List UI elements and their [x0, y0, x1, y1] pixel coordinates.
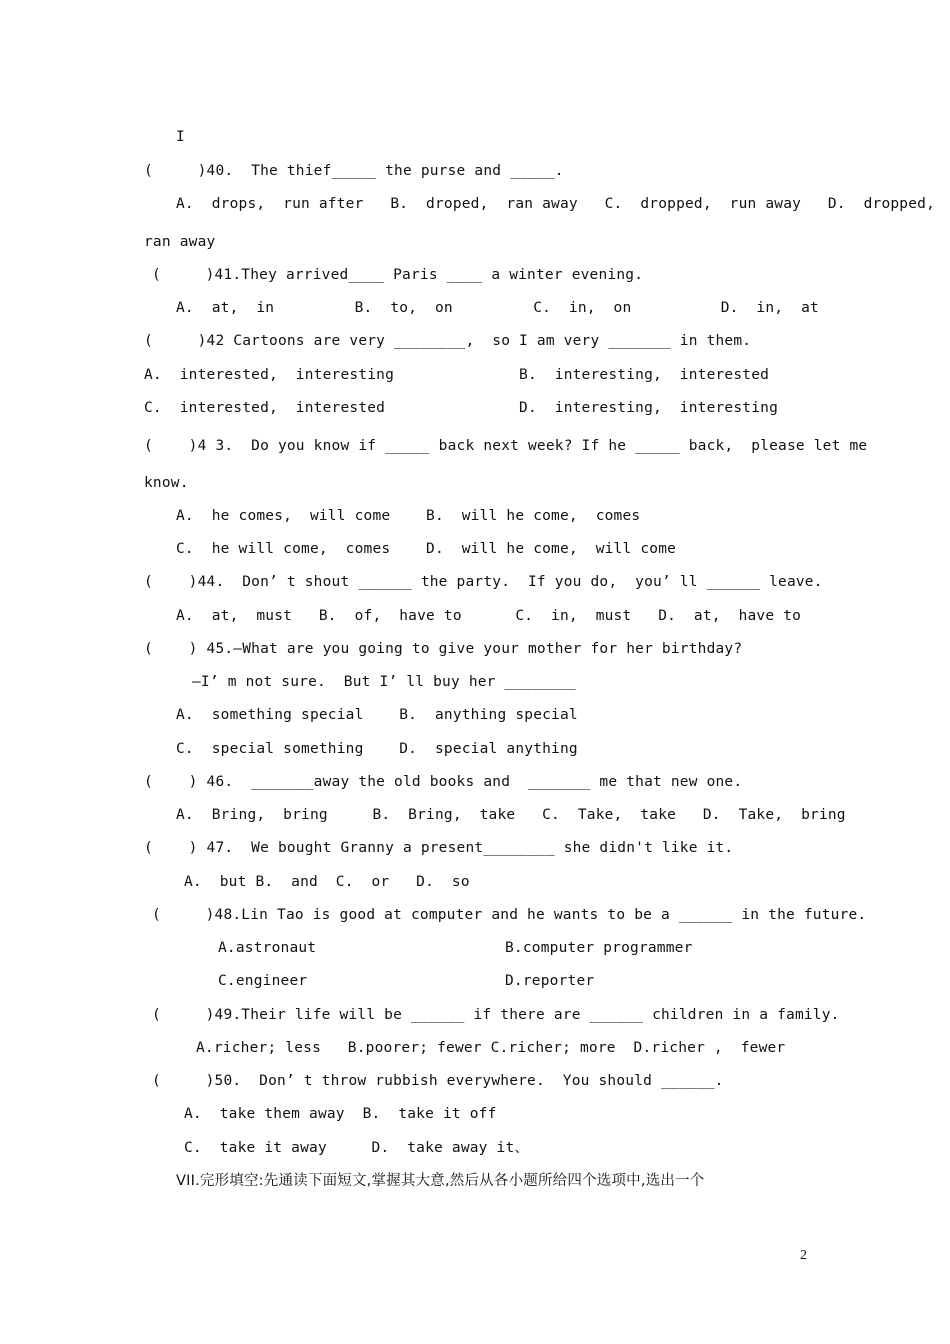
option-48-d: D.reporter	[505, 973, 595, 989]
options-45-cd: C. special something D. special anything	[176, 741, 578, 757]
question-50: ( )50. Don’ t throw rubbish everywhere. You should ______.	[152, 1073, 724, 1089]
options-44: A. at, must B. of, have to C. in, must D. at, have to	[176, 608, 802, 624]
options-42-ab: A. interested, interesting B. interesting, interested	[144, 367, 770, 383]
options-40: A. drops, run after B. droped, ran away C. dropped, run away D. dropped,	[176, 196, 936, 212]
options-46: A. Bring, bring B. Bring, take C. Take, take D. Take, bring	[176, 807, 846, 823]
question-43-cont: know.	[144, 475, 189, 491]
options-50-cd: C. take it away D. take away it、	[184, 1140, 530, 1156]
section-heading-cloze: VII.完形填空:先通读下面短文,掌握其大意,然后从各小题所给四个选项中,选出一个	[176, 1173, 705, 1189]
question-45: ( ) 45.—What are you going to give your mother for her birthday?	[144, 641, 743, 657]
question-49: ( )49.Their life will be ______ if there are ______ children in a family.	[152, 1007, 840, 1023]
options-40-cont: ran away	[144, 234, 216, 250]
options-49: A.richer; less B.poorer; fewer C.richer; more D.richer , fewer	[196, 1040, 786, 1056]
option-48-c: C.engineer	[218, 973, 308, 989]
question-48: ( )48.Lin Tao is good at computer and he wants to be a ______ in the future.	[152, 907, 867, 923]
option-48-a: A.astronaut	[218, 940, 317, 956]
text-line: I	[176, 129, 185, 145]
question-43: ( )4 3. Do you know if _____ back next week? If he _____ back, please let me	[144, 438, 868, 454]
question-47: ( ) 47. We bought Granny a present________ she didn't like it.	[144, 840, 734, 856]
question-40: ( )40. The thief_____ the purse and _____.	[144, 163, 564, 179]
page-number: 2	[800, 1248, 807, 1263]
question-42: ( )42 Cartoons are very ________, so I am very _______ in them.	[144, 333, 752, 349]
options-43-cd: C. he will come, comes D. will he come, will come	[176, 541, 677, 557]
question-41: ( )41.They arrived____ Paris ____ a winter evening.	[152, 267, 644, 283]
options-50-ab: A. take them away B. take it off	[184, 1106, 497, 1122]
options-47: A. but B. and C. or D. so	[184, 874, 470, 890]
options-41: A. at, in B. to, on C. in, on D. in, at	[176, 300, 819, 316]
options-43-ab: A. he comes, will come B. will he come, comes	[176, 508, 641, 524]
option-48-b: B.computer programmer	[505, 940, 693, 956]
options-42-cd: C. interested, interested D. interesting, interesting	[144, 400, 779, 416]
question-46: ( ) 46. _______away the old books and _______ me that new one.	[144, 774, 743, 790]
options-45-ab: A. something special B. anything special	[176, 707, 578, 723]
question-44: ( )44. Don’ t shout ______ the party. If you do, you’ ll ______ leave.	[144, 574, 823, 590]
question-45-reply: —I’ m not sure. But I’ ll buy her ________	[192, 674, 576, 690]
